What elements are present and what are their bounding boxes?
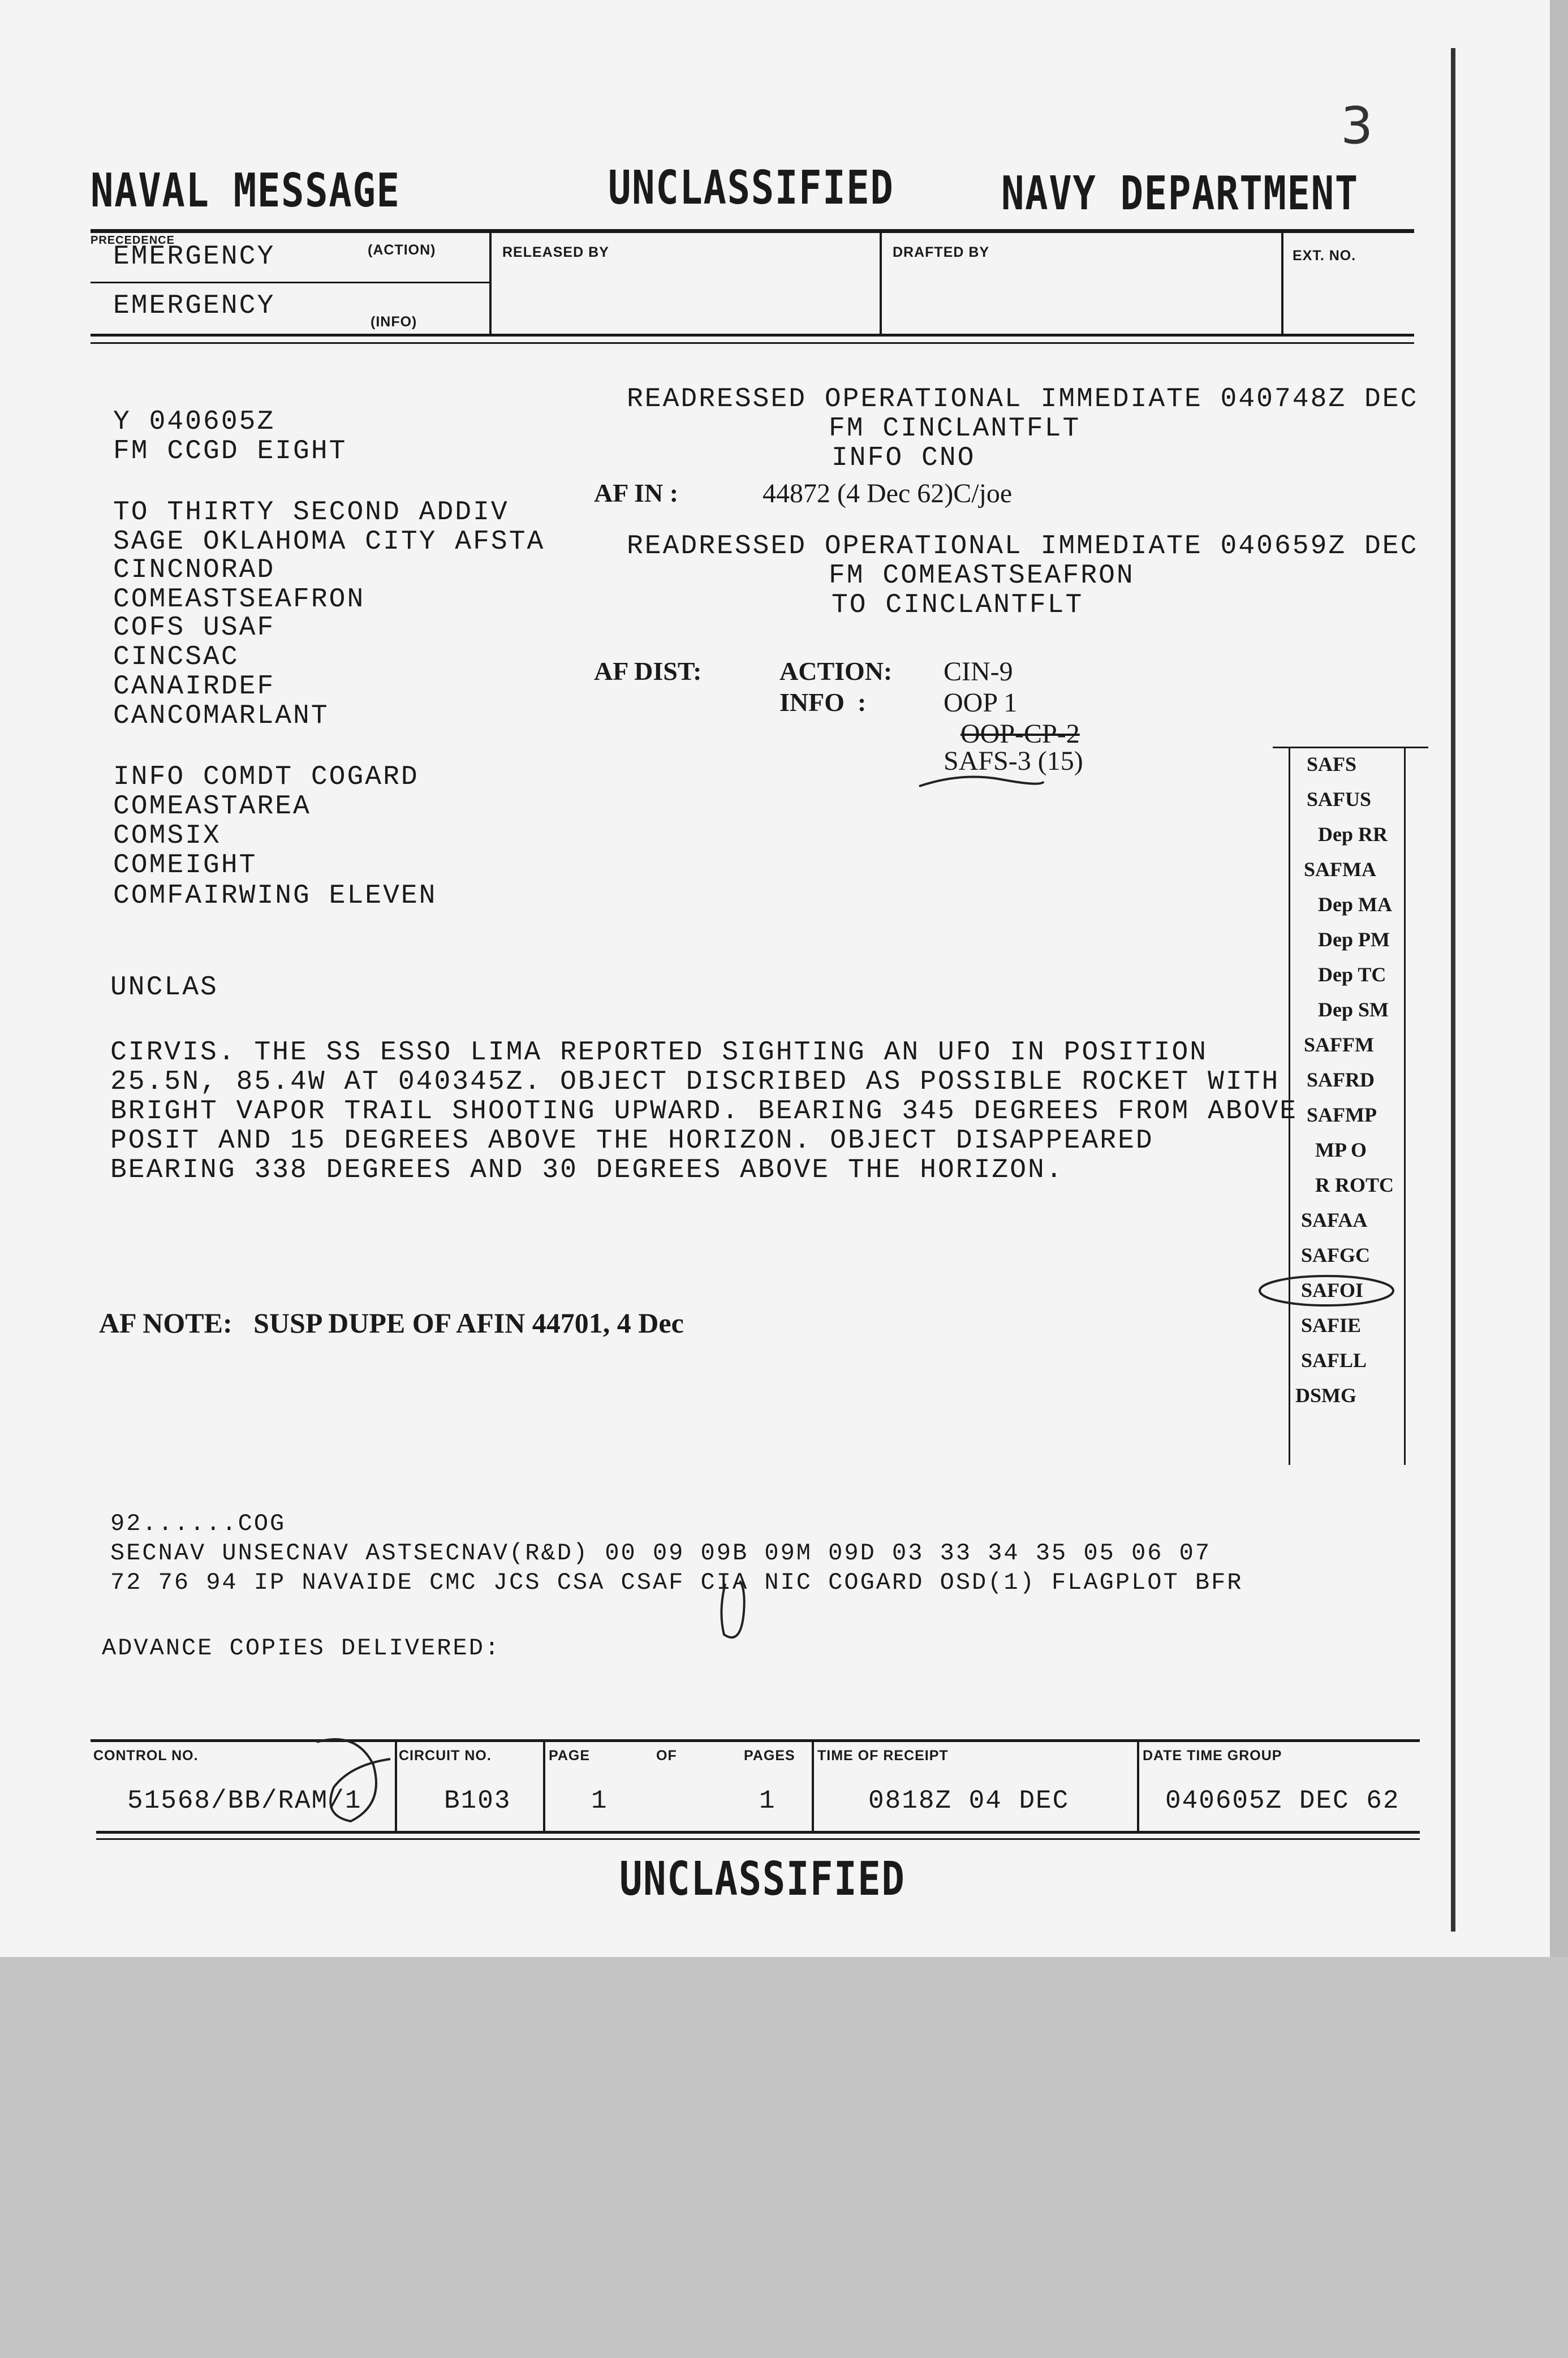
routing-item-circled: SAFOI (1301, 1279, 1364, 1301)
footer-col-divider (543, 1742, 545, 1831)
af-in-label: AF IN : (594, 479, 679, 507)
af-dist-info-value-2: OOP-CP-2 (960, 719, 1080, 749)
routing-item: R ROTC (1315, 1174, 1394, 1196)
circle-mark (1256, 1270, 1397, 1312)
routing-item: DSMG (1295, 1384, 1356, 1407)
time-receipt-value: 0818Z 04 DEC (868, 1786, 1070, 1816)
pages-value: 1 (759, 1786, 775, 1816)
routing-item: Dep SM (1318, 998, 1389, 1021)
footer-rule-bottom (96, 1831, 1420, 1834)
released-by-label: RELEASED BY (502, 244, 609, 260)
advance-copies: ADVANCE COPIES DELIVERED: (102, 1635, 501, 1662)
page-label: PAGE (549, 1748, 590, 1764)
circuit-no-value: B103 (444, 1786, 511, 1816)
footer-col-divider (812, 1742, 814, 1831)
drafted-by-label: DRAFTED BY (893, 244, 990, 260)
af-dist-info-value: OOP 1 (944, 688, 1018, 718)
pages-label: PAGES (744, 1748, 795, 1764)
dtg-line: Y 040605Z (113, 407, 275, 437)
footer-rule-bottom-2 (96, 1838, 1420, 1840)
header-rule-bottom (91, 334, 1414, 337)
time-receipt-label: TIME OF RECEIPT (817, 1748, 949, 1764)
from-line: FM CCGD EIGHT (113, 436, 347, 467)
af-in-value: 44872 (4 Dec 62)C/joe (763, 479, 1013, 508)
af-dist-action-value: CIN-9 (944, 657, 1013, 687)
info-line: COMEIGHT (113, 850, 257, 881)
dtg-value: 040605Z DEC 62 (1165, 1786, 1400, 1816)
info-line: COMSIX (113, 821, 221, 851)
routing-item: Dep MA (1318, 893, 1392, 916)
precedence-action-label: (ACTION) (368, 242, 436, 258)
af-dist-info-label: INFO : (779, 688, 867, 717)
scan-background (0, 1957, 1568, 2358)
dist-line-3: 72 76 94 IP NAVAIDE CMC JCS CSA CSAF CIA NIC COGARD OSD(1) FLAGPLOT BFR (110, 1569, 1243, 1596)
message-line: CIRVIS. THE SS ESSO LIMA REPORTED SIGHTING AN UFO IN POSITION (110, 1037, 1208, 1068)
readdressed-2-from: FM COMEASTSEAFRON (829, 561, 1135, 591)
readdressed-line-2: READRESSED OPERATIONAL IMMEDIATE 040659Z DEC (627, 531, 1419, 562)
classification-bottom: UNCLASSIFIED (619, 1852, 906, 1906)
dtg-label: DATE TIME GROUP (1143, 1748, 1282, 1764)
readdressed-line-1: READRESSED OPERATIONAL IMMEDIATE 040748Z DEC (627, 384, 1419, 415)
info-line: COMEASTAREA (113, 791, 311, 822)
classification-line: UNCLAS (110, 972, 218, 1003)
form-title-left: NAVAL MESSAGE (91, 164, 400, 218)
footer-rule-top (91, 1739, 1420, 1742)
readdressed-2-to: TO CINCLANTFLT (832, 590, 1084, 620)
message-line: BEARING 338 DEGREES AND 30 DEGREES ABOVE THE HORIZON. (110, 1155, 1064, 1186)
handwritten-stroke (916, 769, 1046, 792)
to-line: CANAIRDEF (113, 671, 275, 702)
to-line: CANCOMARLANT (113, 701, 329, 731)
info-line: INFO COMDT COGARD (113, 762, 419, 792)
readdressed-1-info: INFO CNO (832, 443, 976, 473)
routing-item: SAFMP (1307, 1103, 1377, 1126)
af-dist-info-value-3: SAFS-3 (15) (944, 746, 1083, 776)
af-note: AF NOTE: SUSP DUPE OF AFIN 44701, 4 Dec (99, 1307, 684, 1339)
precedence-action-value: EMERGENCY (113, 242, 275, 272)
precedence-divider (91, 282, 489, 283)
to-line: CINCNORAD (113, 555, 275, 585)
precedence-label: PRECEDENCE (91, 234, 175, 247)
to-line: COMEASTSEAFRON (113, 584, 365, 615)
handwritten-mark (713, 1578, 752, 1652)
routing-item: SAFGC (1301, 1244, 1371, 1266)
classification-top: UNCLASSIFIED (608, 161, 894, 215)
af-dist-action-label: ACTION: (779, 657, 893, 686)
to-line: CINCSAC (113, 642, 239, 673)
dist-line-1: 92......COG (110, 1510, 286, 1537)
readdressed-1-from: FM CINCLANTFLT (829, 413, 1081, 444)
circuit-no-label: CIRCUIT NO. (399, 1748, 492, 1764)
sheet-edge (1451, 48, 1455, 1932)
routing-item: SAFIE (1301, 1314, 1362, 1337)
footer-col-divider (1137, 1742, 1139, 1831)
routing-item: SAFMA (1304, 858, 1376, 881)
info-line: COMFAIRWING ELEVEN (113, 881, 437, 911)
to-line: COFS USAF (113, 613, 275, 643)
form-title-right: NAVY DEPARTMENT (1001, 167, 1359, 221)
col-divider-3 (1281, 233, 1283, 335)
message-line: POSIT AND 15 DEGREES ABOVE THE HORIZON. OBJECT DISAPPEARED (110, 1126, 1154, 1156)
dist-line-2: SECNAV UNSECNAV ASTSECNAV(R&D) 00 09 09B 09M 09D 03 33 34 35 05 06 07 (110, 1540, 1212, 1567)
of-label: OF (656, 1748, 677, 1764)
routing-item: SAFUS (1307, 788, 1372, 811)
control-no-value: 51568/BB/RAM/1 (127, 1786, 362, 1816)
af-dist-label: AF DIST: (594, 657, 702, 686)
col-divider-1 (489, 233, 492, 335)
routing-item: SAFFM (1304, 1033, 1374, 1056)
page-number-mark: 3 (1341, 96, 1373, 156)
message-line: 25.5N, 85.4W AT 040345Z. OBJECT DISCRIBED AS POSSIBLE ROCKET WITH (110, 1067, 1280, 1097)
precedence-info-value: EMERGENCY (113, 291, 275, 321)
col-divider-2 (880, 233, 882, 335)
routing-item: SAFLL (1301, 1349, 1367, 1372)
routing-item: MP O (1315, 1139, 1367, 1161)
control-no-label: CONTROL NO. (93, 1748, 199, 1764)
routing-item: SAFS (1307, 753, 1357, 775)
to-line: SAGE OKLAHOMA CITY AFSTA (113, 527, 545, 557)
routing-item: SAFRD (1307, 1068, 1375, 1091)
routing-item: Dep RR (1318, 823, 1388, 846)
routing-item: SAFAA (1301, 1209, 1368, 1231)
to-line: TO THIRTY SECOND ADDIV (113, 497, 509, 528)
message-line: BRIGHT VAPOR TRAIL SHOOTING UPWARD. BEARING 345 DEGREES FROM ABOVE (110, 1096, 1298, 1127)
routing-item: Dep TC (1318, 963, 1386, 986)
routing-item: Dep PM (1318, 928, 1390, 951)
handwritten-loop (300, 1731, 402, 1833)
header-rule-bottom-2 (91, 342, 1414, 344)
ext-no-label: EXT. NO. (1293, 248, 1356, 264)
page-value: 1 (591, 1786, 607, 1816)
header-rule-top (91, 229, 1414, 233)
precedence-info-label: (INFO) (371, 314, 417, 330)
